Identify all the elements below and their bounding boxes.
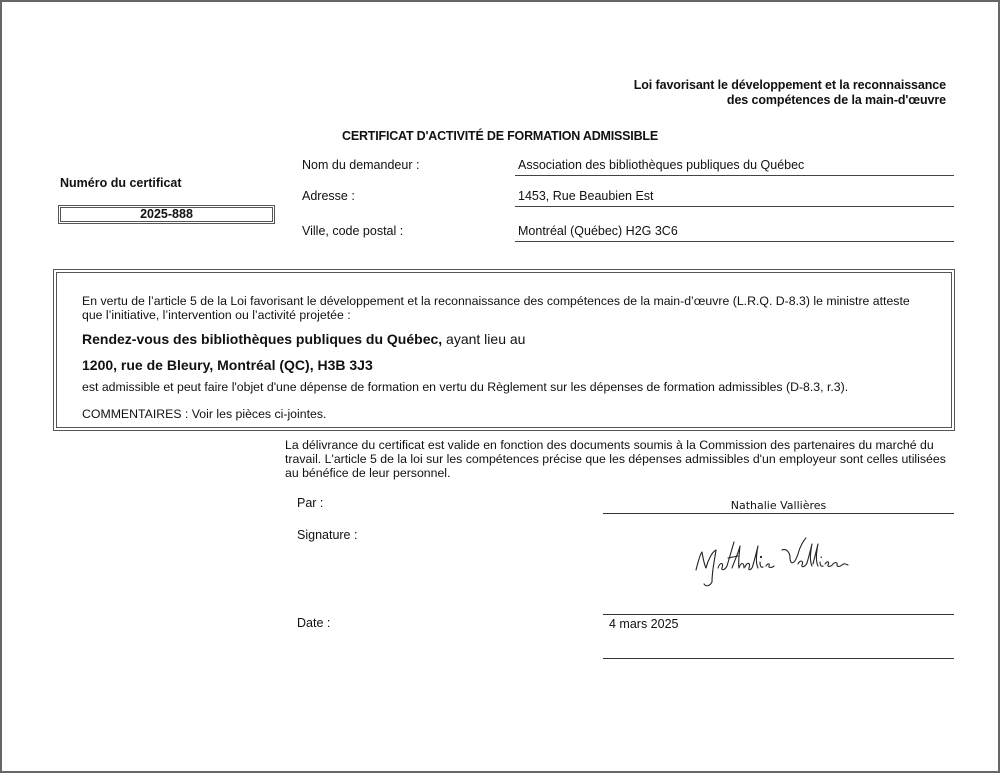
law-title-line-2: des compétences de la main-d'œuvre <box>726 93 946 107</box>
by-label: Par : <box>297 496 324 510</box>
eligibility-statement: est admissible et peut faire l'objet d'une dépense de formation en vertu du Règlement sur les dépenses de formation admissibles (D-8.3, r.3). <box>82 380 849 394</box>
signer-name-line <box>603 513 954 514</box>
signer-name: Nathalie Vallières <box>730 499 827 512</box>
handwritten-signature-icon <box>690 532 870 592</box>
address-field: 1453, Rue Beaubien Est <box>515 189 954 207</box>
attestation-intro-line-1: En vertu de l’article 5 de la Loi favorisant le développement et la reconnaissance des compétences de la main-d’œuvre (L.R.Q. D-8.3) le ministre atteste <box>82 294 910 308</box>
date-label: Date : <box>297 616 331 630</box>
law-title <box>634 78 946 108</box>
attestation-intro-line-2: que l’initiative, l’intervention ou l’activité projetée : <box>82 307 351 322</box>
address-label: Adresse : <box>302 189 355 203</box>
applicant-name-field: Association des bibliothèques publiques du Québec <box>515 158 954 176</box>
date-bottom-line <box>603 658 954 659</box>
validity-line-1: La délivrance du certificat est valide en fonction des documents soumis à la Commission des partenaires du marché du <box>285 438 934 452</box>
validity-line-3: au bénéfice de leur personnel. <box>285 466 451 480</box>
validity-notice <box>285 438 960 480</box>
city-postal-field: Montréal (Québec) H2G 3C6 <box>515 224 954 242</box>
applicant-name-label: Nom du demandeur : <box>302 158 420 172</box>
activity-connector: ayant lieu au <box>442 331 526 347</box>
city-postal-label: Ville, code postal : <box>302 224 404 238</box>
certificate-title: CERTIFICAT D'ACTIVITÉ DE FORMATION ADMISSIBLE <box>342 129 658 143</box>
date-top-line <box>603 614 954 615</box>
validity-line-2: travail. L'article 5 de la loi sur les compétences précise que les dépenses admissibles d'un employeur sont celles utilisées <box>285 452 946 466</box>
attestation-intro <box>82 295 942 322</box>
signature-label: Signature : <box>297 528 358 542</box>
certificate-number-label: Numéro du certificat <box>60 176 182 190</box>
certificate-number-field: 2025-888 <box>58 205 275 224</box>
activity-name: Rendez-vous des bibliothèques publiques du Québec, <box>82 331 443 347</box>
activity-name-line <box>82 331 525 347</box>
activity-address: 1200, rue de Bleury, Montréal (QC), H3B 3J3 <box>82 357 373 373</box>
law-title-line-1: Loi favorisant le développement et la reconnaissance <box>633 78 946 92</box>
date-value: 4 mars 2025 <box>609 617 679 631</box>
comments: COMMENTAIRES : Voir les pièces ci-jointes. <box>82 407 327 421</box>
